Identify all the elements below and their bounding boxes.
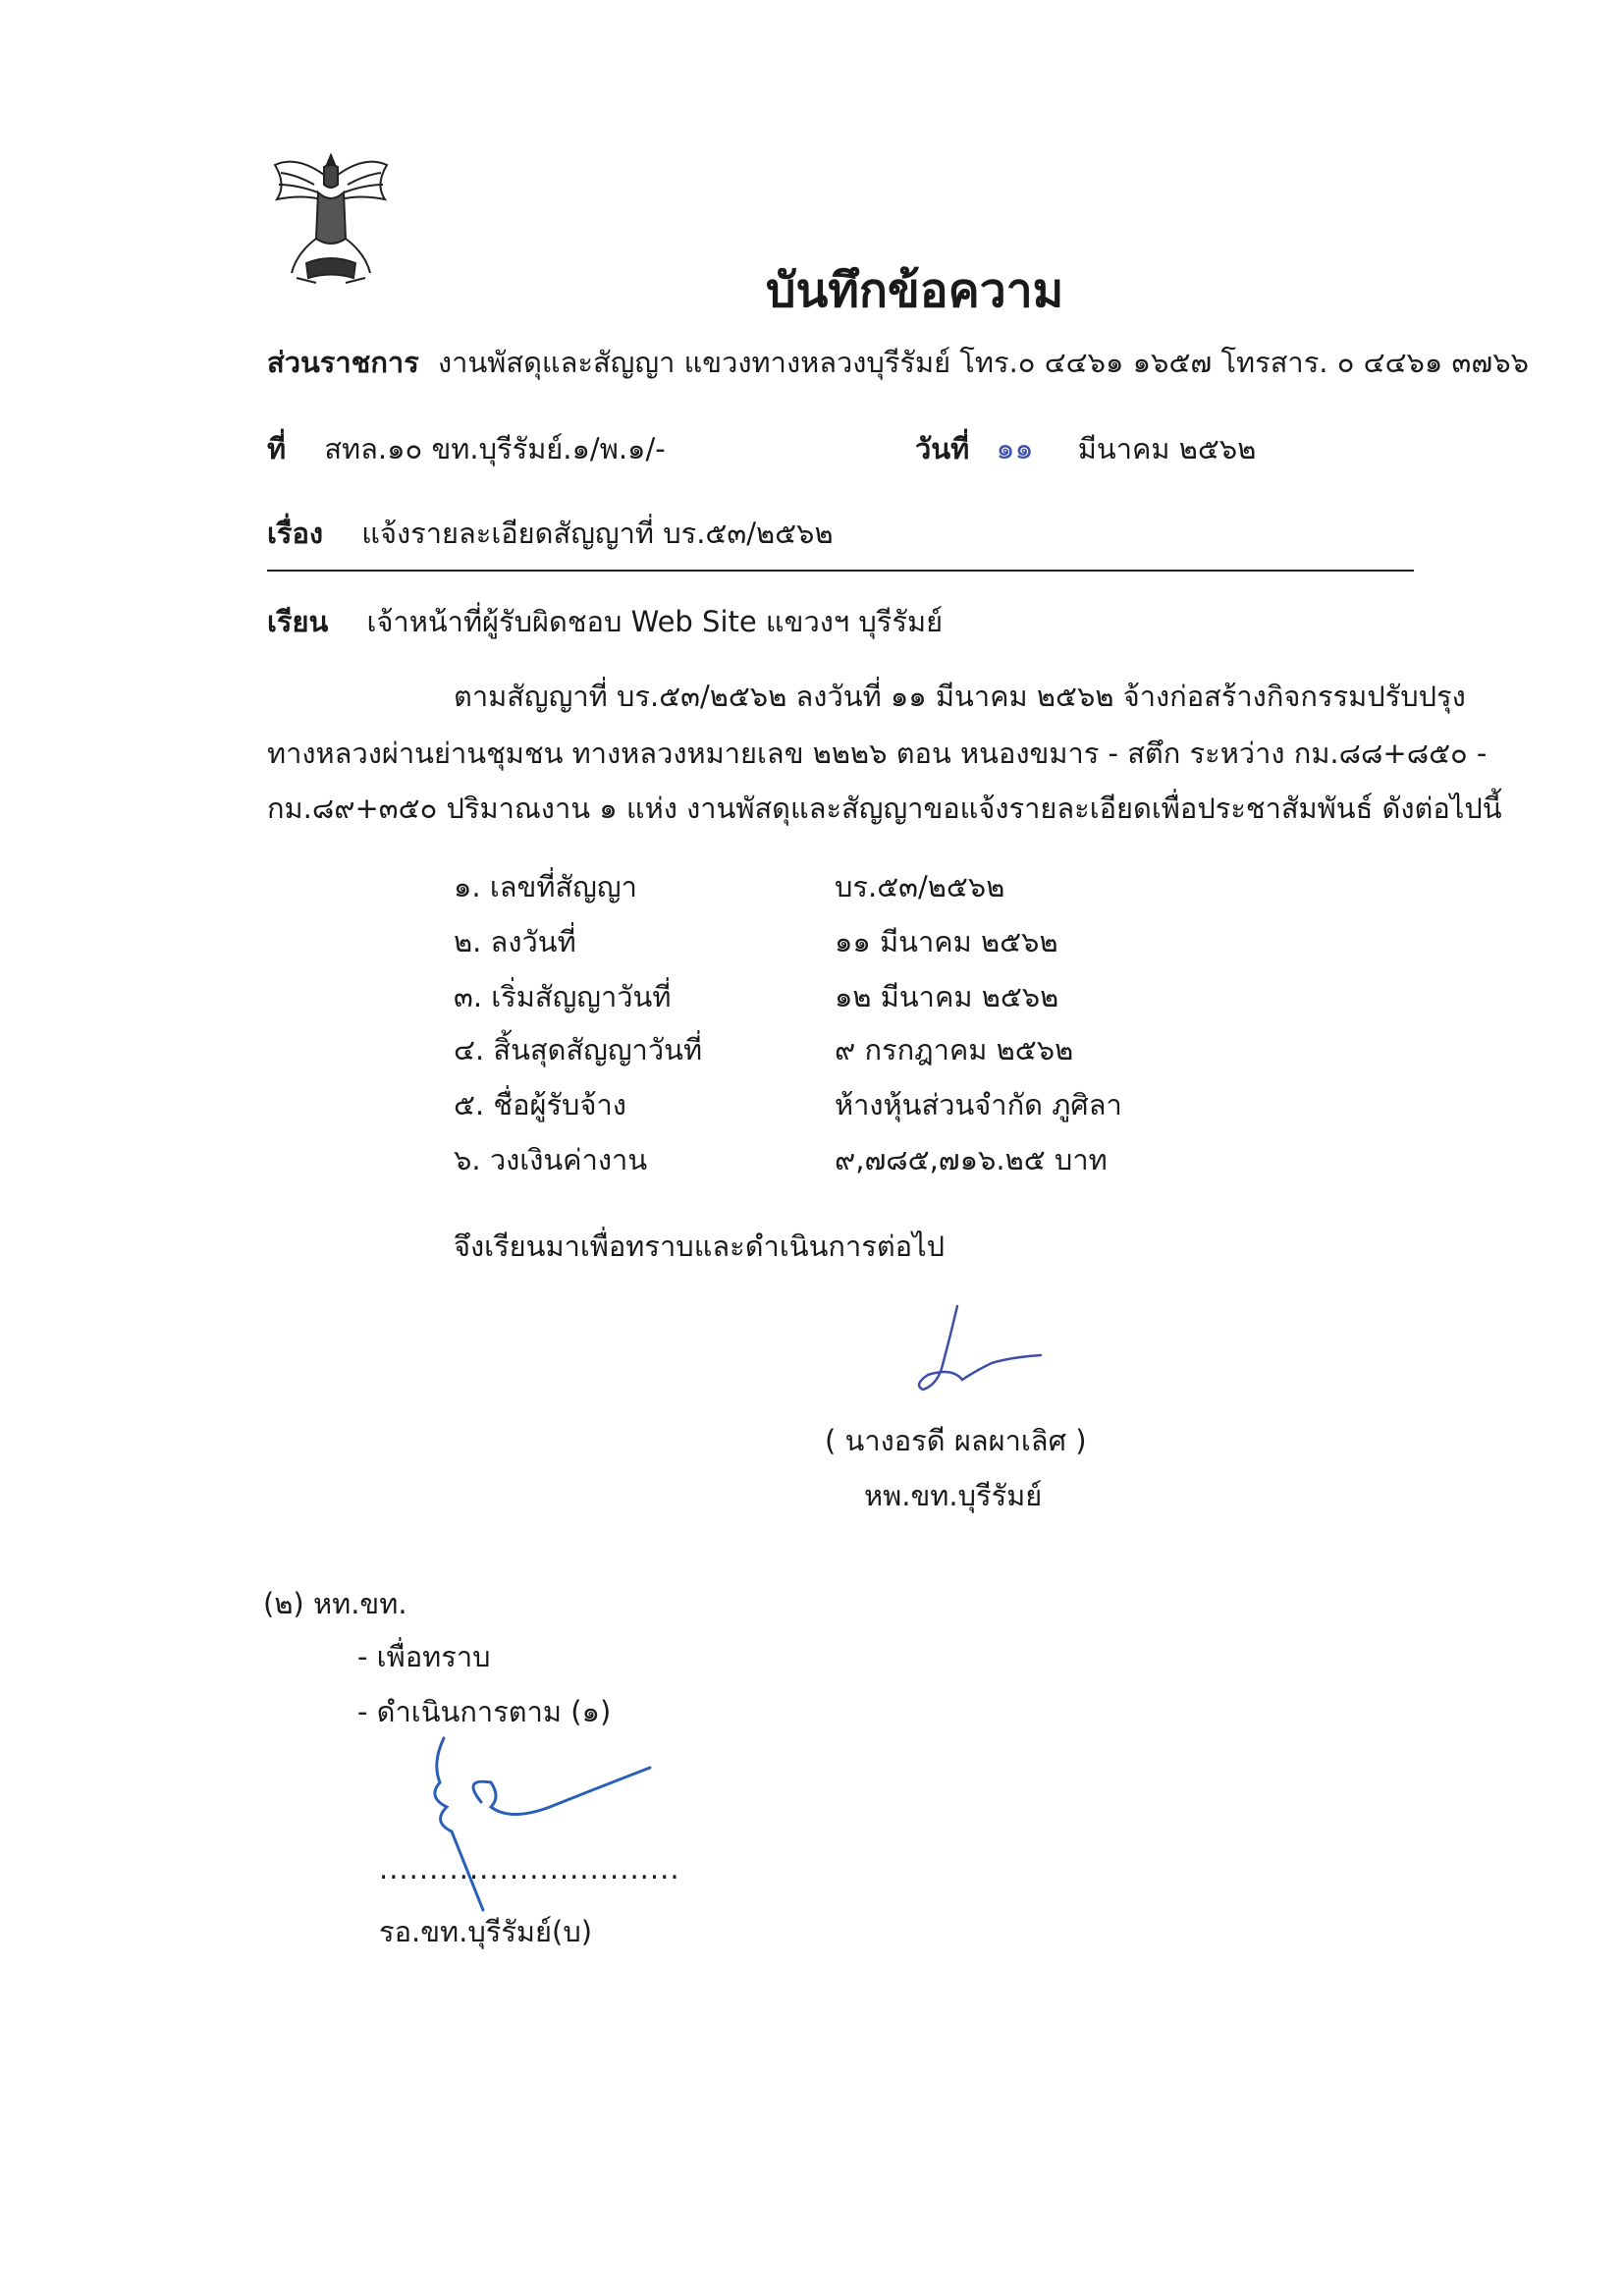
reference-value: สทล.๑๐ ขท.บุรีรัมย์.๑/พ.๑/- [324, 432, 666, 465]
detail-label: ๕. ชื่อผู้รับจ้าง [454, 1088, 626, 1121]
body-line-2: ทางหลวงผ่านย่านชุมชน ทางหลวงหมายเลข ๒๒๒๖ ตอน หนองขมาร - สตึก ระหว่าง กม.๘๘+๘๕๐ - [267, 737, 1488, 770]
subject-label: เรื่อง [267, 517, 324, 550]
addressee-line [267, 599, 943, 644]
signatory-position: หพ.ขท.บุรีรัมย์ [864, 1479, 1043, 1512]
routing-item: - เพื่อทราบ [357, 1640, 491, 1673]
detail-value: ห้างหุ้นส่วนจำกัด ภูศิลา [835, 1088, 1122, 1121]
signature-mark [903, 1296, 1051, 1404]
addressee-label: เรียน [267, 605, 329, 638]
date-label: วันที่ [915, 432, 970, 465]
date-month-year: มีนาคม ๒๕๖๒ [1077, 432, 1257, 465]
detail-value: ๑๑ มีนาคม ๒๕๖๒ [835, 925, 1058, 958]
body-line-1: ตามสัญญาที่ บร.๕๓/๒๕๖๒ ลงวันที่ ๑๑ มีนาคม ๒๕๖๒ จ้างก่อสร้างกิจกรรมปรับปรุง [454, 680, 1466, 713]
date-line [915, 426, 1256, 472]
body-line-3: กม.๘๙+๓๕๐ ปริมาณงาน ๑ แห่ง งานพัสดุและสัญญาขอแจ้งรายละเอียดเพื่อประชาสัมพันธ์ ดังต่อไปนี้ [267, 792, 1502, 825]
subject-divider [267, 570, 1414, 572]
detail-value: ๙ กรกฎาคม ๒๕๖๒ [835, 1033, 1074, 1066]
page-title: บันทึกข้อความ [766, 263, 1064, 318]
detail-label: ๓. เริ่มสัญญาวันที่ [454, 980, 672, 1013]
signature-dotted-line: .............................. [379, 1852, 680, 1886]
agency-line [267, 340, 1529, 385]
detail-label: ๑. เลขที่สัญญา [454, 870, 637, 903]
garuda-emblem [267, 145, 395, 293]
signatory-name: ( นางอรดี ผลผาเลิศ ) [825, 1424, 1087, 1457]
detail-label: ๔. สิ้นสุดสัญญาวันที่ [454, 1033, 703, 1066]
reference-line [267, 426, 666, 471]
detail-label: ๖. วงเงินค่างาน [454, 1143, 648, 1176]
routing-signature-mark [422, 1733, 658, 1930]
detail-label: ๒. ลงวันที่ [454, 925, 576, 958]
date-day: ๑๑ [996, 432, 1034, 466]
addressee-value: เจ้าหน้าที่ผู้รับผิดชอบ Web Site แขวงฯ บุรีรัมย์ [366, 605, 944, 638]
routing-position: รอ.ขท.บุรีรัมย์(บ) [379, 1915, 593, 1948]
agency-label: ส่วนราชการ [267, 346, 419, 379]
detail-value: บร.๕๓/๒๕๖๒ [835, 870, 1005, 903]
subject-line [267, 511, 834, 556]
detail-value: ๙,๗๘๕,๗๑๖.๒๕ บาท [835, 1143, 1108, 1176]
routing-to: (๒) หท.ขท. [263, 1587, 407, 1620]
detail-value: ๑๒ มีนาคม ๒๕๖๒ [835, 980, 1059, 1013]
agency-value: งานพัสดุและสัญญา แขวงทางหลวงบุรีรัมย์ โทร.๐ ๔๔๖๑ ๑๖๕๗ โทรสาร. ๐ ๔๔๖๑ ๓๗๖๖ [438, 346, 1530, 379]
subject-value: แจ้งรายละเอียดสัญญาที่ บร.๕๓/๒๕๖๒ [361, 517, 834, 550]
routing-item: - ดำเนินการตาม (๑) [357, 1695, 612, 1728]
closing-text: จึงเรียนมาเพื่อทราบและดำเนินการต่อไป [454, 1230, 946, 1263]
reference-label: ที่ [267, 432, 287, 465]
